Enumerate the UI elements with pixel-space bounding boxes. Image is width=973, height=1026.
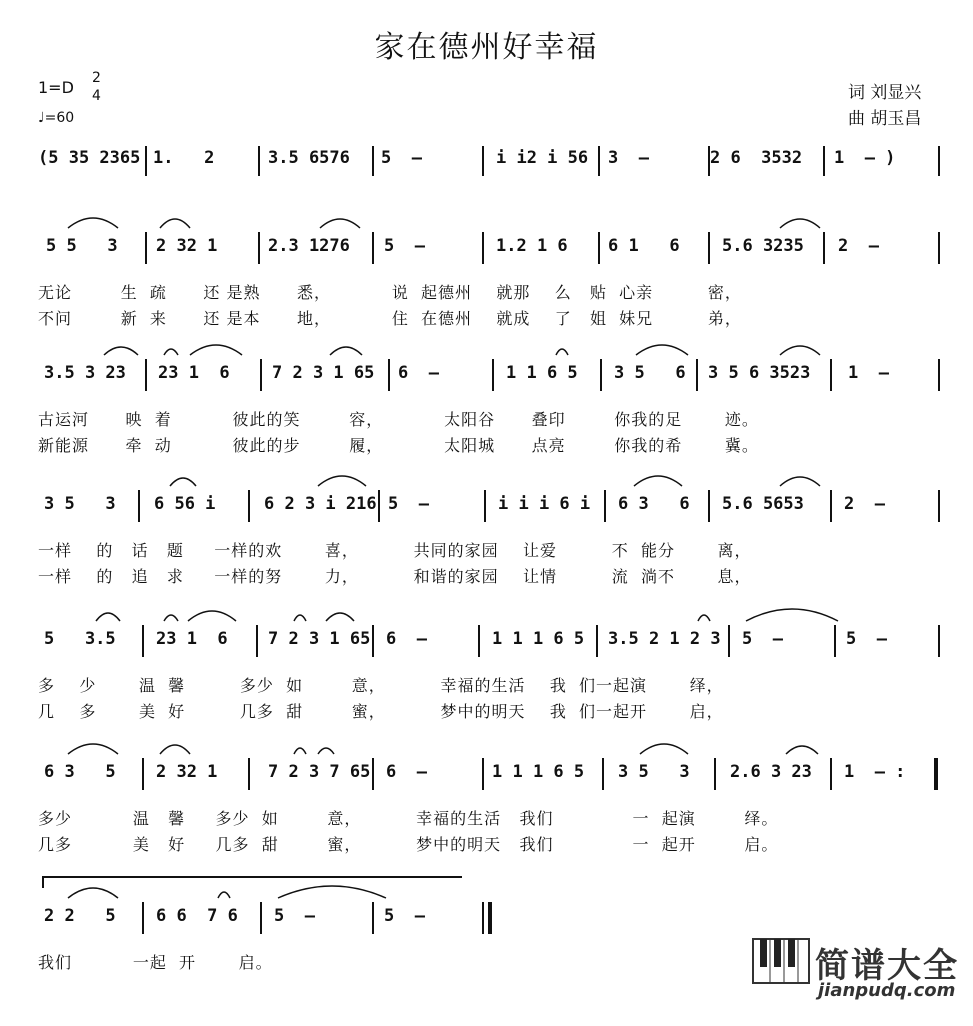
measure: 1 1 6 5 <box>506 363 578 383</box>
volta-bracket <box>42 876 462 878</box>
measure: 6 3 6 <box>618 494 690 514</box>
measure: 6 3 5 <box>44 762 116 782</box>
piano-keys-logo <box>752 938 810 988</box>
lyric-verse-2: 新能源 牵 动 彼此的步 履， 太阳城 点亮 你我的希 冀。 <box>38 436 759 455</box>
barline <box>714 758 716 790</box>
notation-line <box>38 148 943 178</box>
barline <box>482 232 484 264</box>
measure: 3.5 2 1 2 3 <box>608 629 721 649</box>
barline <box>258 232 260 264</box>
time-signature-top: 2 <box>92 70 101 86</box>
measure: 6 1 6 <box>608 236 680 256</box>
measure: 3.5 3 23 <box>44 363 126 383</box>
notation-line <box>38 236 943 266</box>
barline <box>482 146 484 176</box>
lyricist-credit: 词 刘显兴 <box>848 83 922 103</box>
barline <box>708 146 710 176</box>
barline <box>372 232 374 264</box>
lyric-verse-1: 多 少 温 馨 多少 如 意， 幸福的生活 我 们一起演 绎， <box>38 676 724 695</box>
barline <box>604 490 606 522</box>
barline <box>830 758 832 790</box>
barline <box>248 758 250 790</box>
lyric-verse-2: 几多 美 好 几多 甜 蜜， 梦中的明天 我们 一 起开 启。 <box>38 835 779 854</box>
barline <box>708 232 710 264</box>
barline <box>372 625 374 657</box>
measure: i i i 6 i <box>498 494 591 514</box>
measure: 2.6 3 23 <box>730 762 812 782</box>
final-barline-thick <box>488 902 492 934</box>
measure: 2 6 3532 <box>710 148 803 168</box>
barline <box>260 902 262 934</box>
measure: 5 – <box>384 236 425 256</box>
slur-marks <box>38 468 943 492</box>
measure: 1 1 1 6 5 <box>492 762 585 782</box>
measure: 6 – <box>398 363 439 383</box>
barline <box>372 902 374 934</box>
barline <box>258 146 260 176</box>
tempo-marking: ♩=60 <box>38 110 75 126</box>
key-signature: 1=D <box>38 78 74 97</box>
barline <box>372 146 374 176</box>
watermark-title: 简谱大全 <box>815 946 959 986</box>
barline <box>598 146 600 176</box>
barline <box>598 232 600 264</box>
measure: 5 – <box>274 906 315 926</box>
measure: 7 2 3 1 65 <box>272 363 375 383</box>
measure: 5 – <box>846 629 887 649</box>
barline <box>492 359 494 391</box>
measure: 5.6 3235 <box>722 236 804 256</box>
measure: i i2 i 56 <box>496 148 589 168</box>
barline <box>938 232 940 264</box>
measure: 1 – ) <box>834 148 896 168</box>
measure: 2 32 1 <box>156 762 218 782</box>
barline <box>600 359 602 391</box>
measure: 5 – <box>388 494 429 514</box>
measure: 6 6 7 6 <box>156 906 238 926</box>
barline <box>138 490 140 522</box>
notation-line <box>38 629 943 659</box>
measure: 5 – <box>742 629 783 649</box>
slur-marks <box>38 603 943 627</box>
barline <box>256 625 258 657</box>
barline <box>260 359 262 391</box>
slur-marks <box>38 880 943 904</box>
barline <box>823 232 825 264</box>
barline <box>938 359 940 391</box>
slur-marks <box>38 210 943 234</box>
measure: 2 32 1 <box>156 236 218 256</box>
barline <box>142 902 144 934</box>
notation-line <box>38 363 943 393</box>
barline <box>830 359 832 391</box>
barline <box>142 625 144 657</box>
lyric-verse-2: 一样 的 追 求 一样的努 力， 和谐的家园 让情 流 淌不 息， <box>38 567 752 586</box>
measure: 3 – <box>608 148 649 168</box>
barline <box>372 758 374 790</box>
lyric-verse-1: 无论 生 疏 还 是熟 悉， 说 起德州 就那 么 贴 心亲 密， <box>38 283 742 302</box>
barline <box>708 490 710 522</box>
barline <box>728 625 730 657</box>
lyric-verse-1: 一样 的 话 题 一样的欢 喜， 共同的家园 让爱 不 能分 离， <box>38 541 752 560</box>
measure: 1. 2 <box>153 148 215 168</box>
barline <box>830 490 832 522</box>
measure: 7 2 3 7 65 <box>268 762 371 782</box>
measure: 3 5 6 3523 <box>708 363 811 383</box>
barline <box>696 359 698 391</box>
measure: 6 2 3 i 216 <box>264 494 377 514</box>
slur-marks <box>38 337 943 361</box>
measure: 6 56 i <box>154 494 216 514</box>
barline <box>938 625 940 657</box>
barline <box>938 490 940 522</box>
barline <box>145 359 147 391</box>
measure: 5.6 5653 <box>722 494 804 514</box>
barline <box>248 490 250 522</box>
song-title: 家在德州好幸福 <box>374 30 599 65</box>
measure: 1 – : <box>844 762 906 782</box>
barline <box>145 232 147 264</box>
measure: 2 – <box>844 494 885 514</box>
barline <box>145 146 147 176</box>
lyric-verse-1: 多少 温 馨 多少 如 意， 幸福的生活 我们 一 起演 绎。 <box>38 809 779 828</box>
time-signature-bottom: 4 <box>92 88 101 104</box>
barline <box>823 146 825 176</box>
measure: 2 2 5 <box>44 906 116 926</box>
lyric-verse-1: 古运河 映 着 彼此的笑 容， 太阳谷 叠印 你我的足 迹。 <box>38 410 759 429</box>
measure: 5 5 3 <box>46 236 118 256</box>
measure: 1 – <box>848 363 889 383</box>
measure: 3 5 3 <box>618 762 690 782</box>
measure: 5 – <box>381 148 422 168</box>
barline <box>596 625 598 657</box>
barline <box>378 490 380 522</box>
measure: 6 – <box>386 629 427 649</box>
barline <box>938 146 940 176</box>
lyric-verse-2: 不问 新 来 还 是本 地， 住 在德州 就成 了 姐 妹兄 弟， <box>38 309 742 328</box>
measure: 7 2 3 1 65 <box>268 629 371 649</box>
measure: (5 35 2365 <box>38 148 141 168</box>
barline <box>388 359 390 391</box>
measure: 23 1 6 <box>156 629 228 649</box>
notation-line <box>38 494 943 524</box>
composer-credit: 曲 胡玉昌 <box>848 109 922 129</box>
final-barline-thin <box>482 902 484 934</box>
slur-marks <box>38 736 943 760</box>
barline <box>482 758 484 790</box>
measure: 3 5 3 <box>44 494 116 514</box>
measure: 3.5 6576 <box>268 148 350 168</box>
measure: 2 – <box>838 236 879 256</box>
barline <box>142 758 144 790</box>
lyric-verse-1: 我们 一起 开 启。 <box>38 953 273 972</box>
barline <box>602 758 604 790</box>
measure: 1 1 1 6 5 <box>492 629 585 649</box>
measure: 1.2 1 6 <box>496 236 568 256</box>
measure: 5 – <box>384 906 425 926</box>
notation-line <box>38 762 943 792</box>
repeat-barline <box>934 758 938 790</box>
measure: 23 1 6 <box>158 363 230 383</box>
barline <box>478 625 480 657</box>
barline <box>484 490 486 522</box>
watermark-url: jianpudq.com <box>818 980 956 1001</box>
measure: 3 5 6 <box>614 363 686 383</box>
measure: 5 3.5 <box>44 629 116 649</box>
lyric-verse-2: 几 多 美 好 几多 甜 蜜， 梦中的明天 我 们一起开 启， <box>38 702 724 721</box>
notation-line <box>38 906 538 936</box>
measure: 6 – <box>386 762 427 782</box>
measure: 2.3 1276 <box>268 236 350 256</box>
barline <box>834 625 836 657</box>
